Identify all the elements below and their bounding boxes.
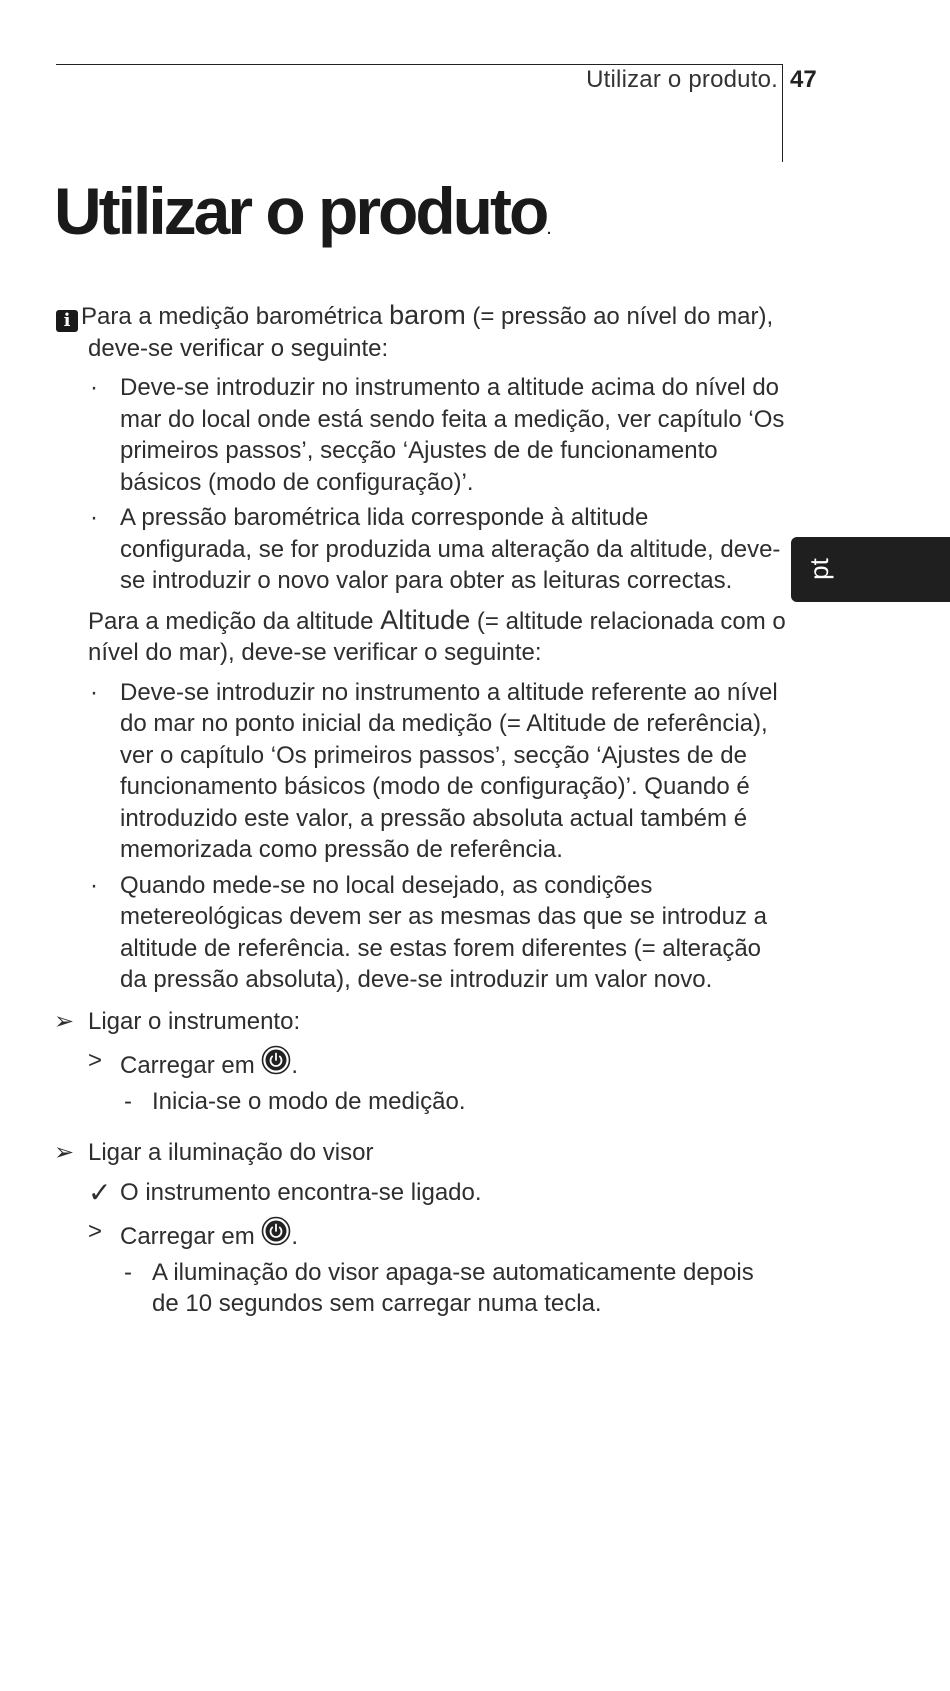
result-measurement-mode: [56, 1086, 786, 1118]
action-press-power: [56, 1045, 786, 1082]
action-marker: >: [88, 1218, 103, 1245]
step-arrow-icon: ➢: [54, 1007, 75, 1035]
result-marker: -: [124, 1258, 132, 1286]
running-header: Utilizar o produto.: [586, 66, 778, 93]
language-tab: [791, 537, 950, 602]
altitude-bullet-list: [56, 677, 786, 996]
altitude-intro-text-before: Para a medição da altitude: [88, 607, 381, 635]
barom-term: barom: [389, 300, 466, 330]
page-title: [54, 174, 552, 248]
action-end: .: [291, 1052, 299, 1079]
result-text: Inicia-se o modo de medição.: [152, 1087, 466, 1115]
bullet-marker: ·: [90, 374, 98, 401]
altitude-intro-text-after: (= altitude relacionada com o nível do mar), deve-se verificar o seguinte:: [88, 607, 786, 666]
header-divider: [782, 64, 783, 162]
list-item-text: A pressão barométrica lida corresponde à altitude configurada, se for produzida uma alteração da altitude, deve-se introduzir o novo valor para obter as leituras correctas.: [120, 504, 781, 594]
header-rule: [56, 64, 782, 65]
list-item-text: Deve-se introduzir no instrumento a altitude acima do nível do mar do local onde está sendo feita a medição, ver capítulo ‘Os primeiros passos’, secção ‘Ajustes de de funcionamento básicos (modo de configuração)’.: [120, 374, 785, 496]
step-arrow-icon: ➢: [54, 1139, 75, 1166]
step-backlight: [56, 1137, 786, 1169]
action-text: Carregar em: [120, 1223, 255, 1250]
altitude-intro: [56, 605, 786, 669]
list-item-text: Deve-se introduzir no instrumento a altitude referente ao nível do mar no ponto inicial da medição (= Altitude de referência), ver o capítulo ‘Os primeiros passos’, secção ‘Ajustes de de funcionamento básicos (modo de configuração)’. Quando é introduzido este valor, a pressão absoluta actual também é memorizada como pressão de referência.: [120, 678, 778, 863]
result-text: A iluminação do visor apaga-se automaticamente depois de 10 segundos sem carregar numa tecla.: [152, 1258, 754, 1317]
action-press-power: [56, 1216, 786, 1253]
bullet-marker: ·: [90, 678, 98, 706]
step-switch-on: [56, 1006, 786, 1038]
list-item: [56, 870, 786, 996]
bullet-marker: ·: [90, 504, 98, 531]
list-item: [56, 372, 786, 498]
page-title-dot: .: [546, 217, 552, 239]
main-content: [56, 300, 786, 1320]
action-end: .: [291, 1223, 299, 1250]
step-heading: Ligar o instrumento:: [88, 1007, 301, 1035]
list-item: [56, 677, 786, 866]
power-button-icon: [261, 1045, 291, 1075]
check-icon: ✓: [88, 1176, 112, 1208]
action-marker: >: [88, 1047, 103, 1074]
action-text: Carregar em: [120, 1052, 255, 1079]
barom-intro-text-after: (= pressão ao nível do mar), deve-se verificar o seguinte:: [88, 303, 774, 362]
altitude-term: Altitude: [380, 604, 471, 635]
barom-intro-text-before: Para a medição barométrica: [81, 303, 390, 330]
list-item: [56, 502, 786, 597]
page-title-text: Utilizar o produto: [54, 174, 547, 248]
barom-bullet-list: [56, 372, 786, 597]
list-item-text: Quando mede-se no local desejado, as condições metereológicas devem ser as mesmas das que se introduz a altitude de referência. se estas forem diferentes (= alteração da pressão absoluta), deve-se introduzir um valor novo.: [120, 871, 767, 993]
power-button-icon: [261, 1216, 291, 1246]
precondition: [56, 1177, 786, 1209]
info-icon: i: [56, 310, 78, 332]
bullet-marker: ·: [90, 871, 98, 899]
page-number: 47: [790, 66, 817, 93]
barom-intro: [56, 300, 786, 364]
precondition-text: O instrumento encontra-se ligado.: [120, 1178, 482, 1206]
language-tab-label: pt: [803, 558, 834, 580]
result-marker: -: [124, 1087, 132, 1115]
step-heading: Ligar a iluminação do visor: [88, 1139, 374, 1166]
result-backlight-off: [56, 1257, 786, 1320]
